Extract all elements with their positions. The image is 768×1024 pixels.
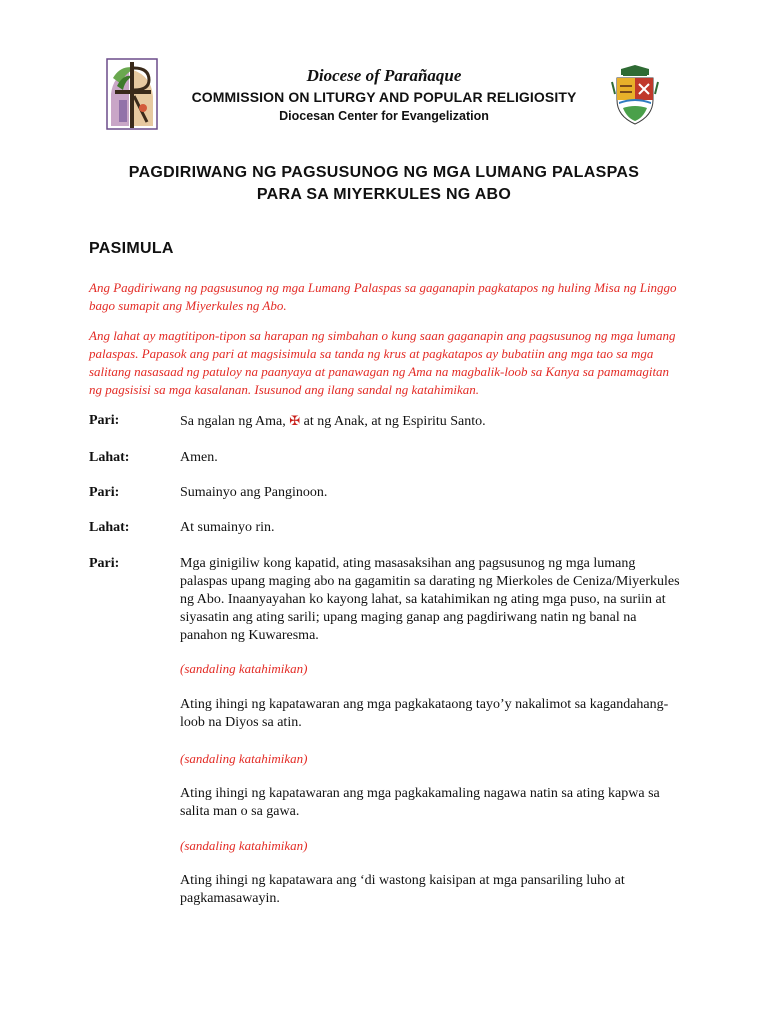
dialogue-text: Sumainyo ang Panginoon.	[180, 485, 328, 500]
red-cross-icon: ✠	[289, 413, 301, 428]
silence-rubric: (sandaling katahimikan)	[180, 661, 308, 676]
center-name: Diocesan Center for Evangelization	[279, 109, 489, 123]
rubric-instruction: Ang Pagdiriwang ng pagsusunog ng mga Lumang Palaspas sa gaganapin pagkatapos ng huling Misa ng Linggo bago sumapit ang Miyerkules ng Abo.	[89, 280, 677, 313]
speaker-label: Pari:	[89, 485, 120, 500]
coat-of-arms-shield-icon	[609, 64, 661, 126]
speaker-label: Pari:	[89, 556, 120, 571]
silence-rubric: (sandaling katahimikan)	[180, 838, 308, 853]
dialogue-text: At sumainyo rin.	[180, 520, 275, 535]
silence-rubric: (sandaling katahimikan)	[180, 751, 308, 766]
rubric-instruction: Ang lahat ay magtitipon-tipon sa harapan ng simbahan o kung saan gaganapin ang pagsusunog ng mga lumang palaspas. Papasok ang pari at magsisimula sa tanda ng krus at pagkatapos ay bubatiin ang mga tao sa mga salitang nasasaad ng patuloy na paanyaya at panawagan ng Ama na magbalik-loob sa Kanya sa pamamagitan ng pagsisisi sa mga kasalanan. Isusunod ang ilang sandal ng katahimikan.	[89, 328, 676, 397]
diocese-name: Diocese of Parañaque	[306, 66, 462, 85]
section-heading: PASIMULA	[89, 240, 174, 257]
speaker-label: Lahat:	[89, 520, 130, 535]
dialogue-text-part: Sa ngalan ng Ama,	[180, 414, 290, 429]
petition-text: Ating ihingi ng kapatawara ang ‘di wastong kaisipan at mga pansariling luho at pagkamasawayin.	[180, 873, 625, 906]
speaker-label: Lahat:	[89, 450, 130, 465]
dialogue-text: Amen.	[180, 450, 218, 465]
speaker-label: Pari:	[89, 413, 120, 428]
commission-name: COMMISSION ON LITURGY AND POPULAR RELIGIOSITY	[191, 89, 577, 105]
dialogue-text	[180, 412, 680, 431]
dialogue-text-part: at ng Anak, at ng Espiritu Santo.	[300, 414, 486, 429]
dialogue-text: Mga ginigiliw kong kapatid, ating masasaksihan ang pagsusunog ng mga lumang palaspas upang maging abo na gagamitin sa darating ng Mierkoles de Ceniza/Miyerkules ng Abo. Inaanyayahan ko kayong lahat, sa katahimikan ng ating mga puso, na suriin at siyasatin ang ating sarili; upang maging ganap ang pagdiriwang natin ng banal na panahon ng Kuwaresma.	[180, 556, 680, 643]
petition-text: Ating ihingi ng kapatawaran ang mga pagkakamaling nagawa natin sa ating kapwa sa salita man o sa gawa.	[180, 786, 660, 819]
document-title-line-2: PARA SA MIYERKULES NG ABO	[256, 186, 512, 203]
petition-text: Ating ihingi ng kapatawaran ang mga pagkakataong tayo’y nakalimot sa kagandahang-loob na Diyos sa atin.	[180, 697, 669, 730]
diocese-cross-logo-icon	[103, 56, 161, 132]
document-title-line-1: PAGDIRIWANG NG PAGSUSUNOG NG MGA LUMANG PALASPAS	[128, 164, 640, 181]
